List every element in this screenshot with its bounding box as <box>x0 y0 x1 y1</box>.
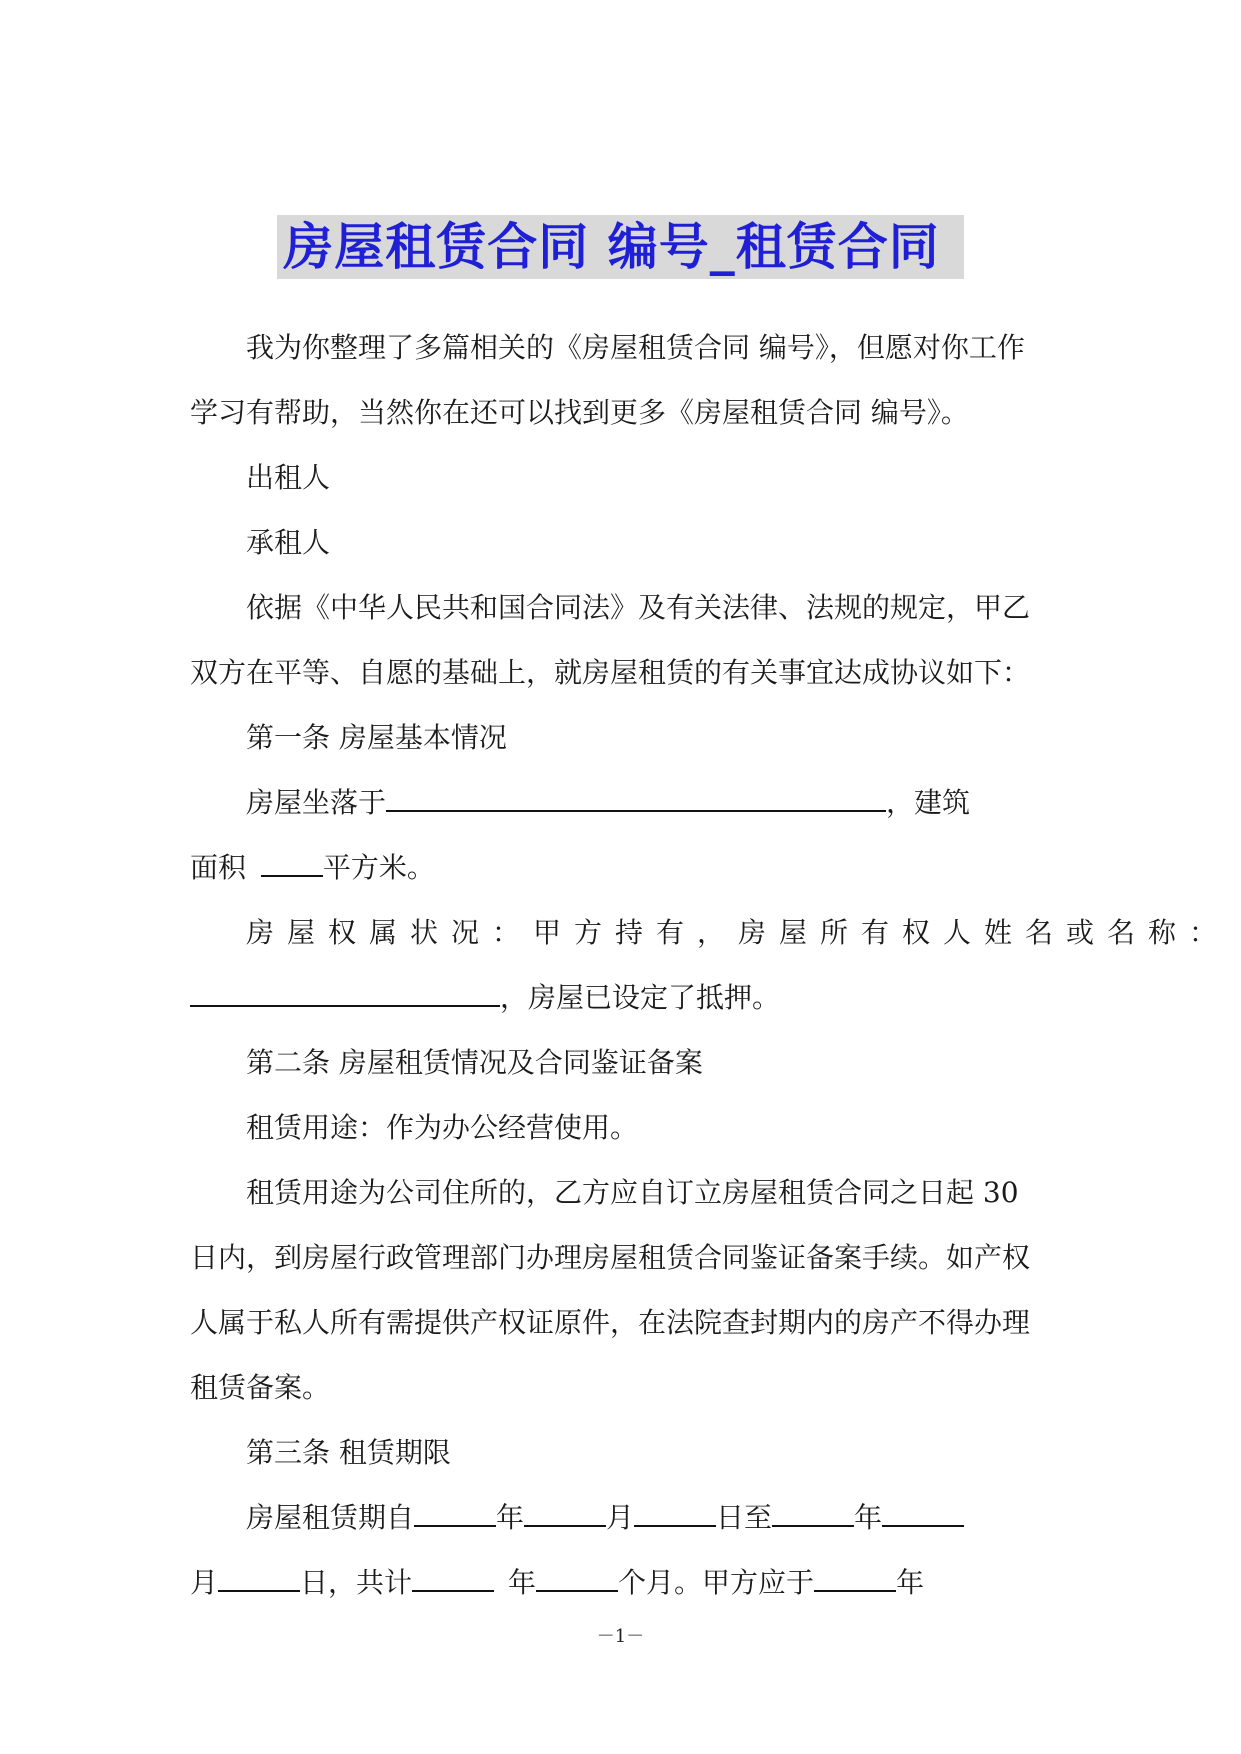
lessee-label: 承租人 <box>246 526 331 559</box>
article-2-heading: 第二条 房屋租赁情况及合同鉴证备案 <box>246 1046 703 1079</box>
term-month-label-2: 月 <box>190 1566 219 1599</box>
term-start-month-blank <box>524 1503 606 1527</box>
basis-line-2: 双方在平等、自愿的基础上，就房屋租赁的有关事宜达成协议如下： <box>190 656 1031 689</box>
basis-line-1: 依据《中华人民共和国合同法》及有关法律、法规的规定，甲乙 <box>246 591 1031 624</box>
term-total-months-blank <box>536 1568 618 1592</box>
title-container <box>0 215 1241 279</box>
location-prefix: 房屋坐落于 <box>246 786 387 819</box>
filing-line-4: 租赁备案。 <box>190 1371 331 1404</box>
location-blank <box>386 788 886 812</box>
area-prefix: 面积 <box>190 851 255 884</box>
filing-line-1: 租赁用途为公司住所的，乙方应自订立房屋租赁合同之日起 30 <box>246 1176 1019 1209</box>
filing-line-2: 日内，到房屋行政管理部门办理房屋租赁合同鉴证备案手续。如产权 <box>190 1241 1031 1274</box>
ownership-line-1: 房屋权属状况：甲方持有，房屋所有权人姓名或名称： <box>246 916 1231 949</box>
area-suffix: 平方米。 <box>322 851 435 884</box>
document-title: 房屋租赁合同 编号_租赁合同 <box>277 215 963 279</box>
term-year-label-1: 年 <box>496 1501 525 1534</box>
area-blank <box>261 853 323 877</box>
lessor-label: 出租人 <box>246 461 331 494</box>
term-start-year-blank <box>414 1503 496 1527</box>
area-line <box>190 835 1050 900</box>
term-year-label-3: 年 <box>508 1566 537 1599</box>
term-end-month-blank <box>882 1503 964 1527</box>
term-line-2 <box>190 1550 1050 1615</box>
ownership-suffix: ，房屋已设定了抵押。 <box>500 981 781 1014</box>
document-body <box>190 315 1231 1615</box>
intro-line-1: 我为你整理了多篇相关的《房屋租赁合同 编号》，但愿对你工作 <box>246 331 1025 364</box>
term-total-years-blank <box>412 1568 494 1592</box>
location-line <box>190 770 1050 835</box>
location-suffix: ，建筑 <box>886 786 971 819</box>
handover-year-blank <box>814 1568 896 1592</box>
article-3-heading: 第三条 租赁期限 <box>246 1436 451 1469</box>
filing-line-3: 人属于私人所有需提供产权证原件，在法院查封期内的房产不得办理 <box>190 1306 1031 1339</box>
term-start-day-blank <box>634 1503 716 1527</box>
intro-line-2: 学习有帮助，当然你在还可以找到更多《房屋租赁合同 编号》。 <box>190 396 969 429</box>
term-months-label: 个月。甲方应于 <box>618 1566 815 1599</box>
ownership-line-2 <box>190 965 1050 1030</box>
term-to-label: 日至 <box>716 1501 773 1534</box>
term-start-prefix: 房屋租赁期自 <box>246 1501 415 1534</box>
term-year-label-2: 年 <box>854 1501 883 1534</box>
owner-name-blank <box>190 983 500 1007</box>
term-end-year-blank <box>772 1503 854 1527</box>
usage-line: 租赁用途：作为办公经营使用。 <box>246 1111 639 1144</box>
term-line-1 <box>190 1485 1050 1550</box>
term-year-label-4: 年 <box>896 1566 925 1599</box>
page-number: －1－ <box>596 1626 645 1647</box>
term-total-label: 日，共计 <box>300 1566 413 1599</box>
term-month-label-1: 月 <box>606 1501 635 1534</box>
term-end-day-blank <box>218 1568 300 1592</box>
article-1-heading: 第一条 房屋基本情况 <box>246 721 507 754</box>
